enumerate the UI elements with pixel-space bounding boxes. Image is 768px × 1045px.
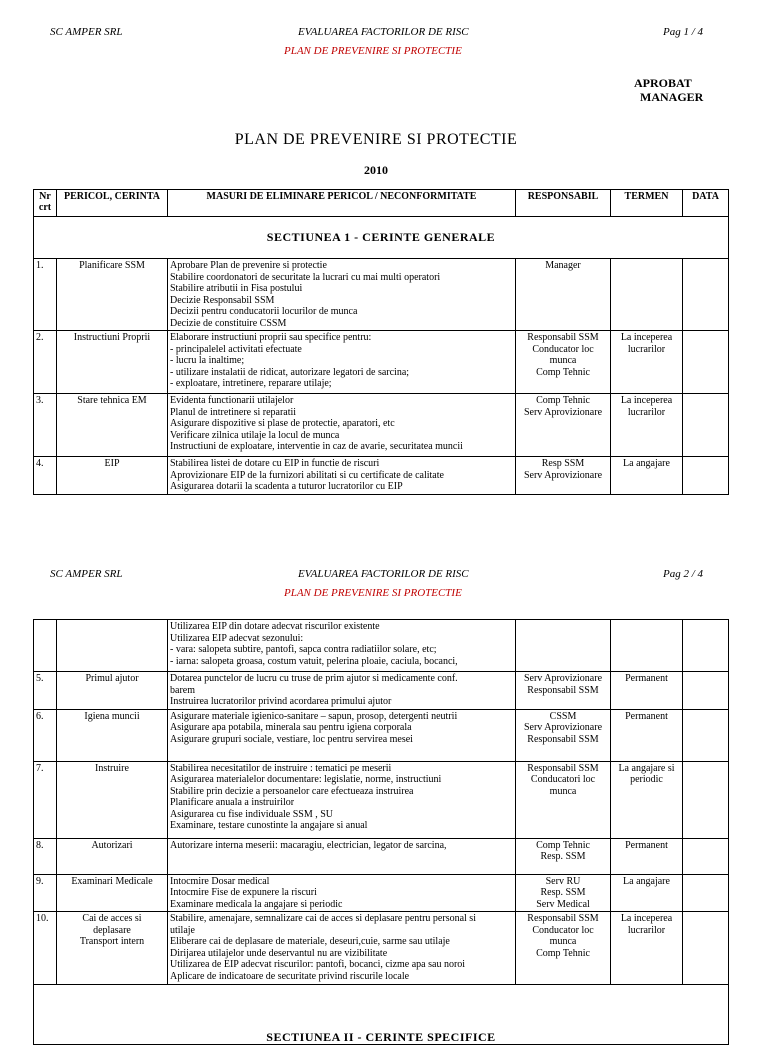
- measure-line: Decizie Responsabil SSM: [170, 294, 275, 306]
- row-number: 6.: [34, 709, 57, 761]
- measure-line: - exploatare, intretinere, reparare utilaje;: [170, 378, 332, 389]
- responsible-line: Serv Aprovizionare: [523, 673, 603, 684]
- responsible-line: munca: [549, 355, 577, 366]
- measure-line: Utilizarea EIP adecvat sezonului:: [170, 632, 304, 644]
- header-title: EVALUAREA FACTORILOR DE RISC: [298, 568, 469, 580]
- header-page-number: Pag 1 / 4: [663, 26, 704, 38]
- measure-line: Examinare medicala la angajare si periodic: [170, 898, 343, 910]
- date-cell: [683, 259, 729, 331]
- deadline-line: La inceperea: [620, 332, 673, 343]
- measure-line: Dotarea punctelor de lucru cu truse de prim ajutor si medicamente conf.: [170, 673, 458, 684]
- measure-line: Asigurare dispozitive si plase de protectie, aparatori, etc: [170, 418, 395, 429]
- hazard-cell: [57, 912, 168, 985]
- hazard-line: EIP: [104, 458, 120, 469]
- date-cell: [683, 838, 729, 874]
- hazard-line: Cai de acces si: [82, 913, 142, 924]
- hazard-cell: [57, 874, 168, 912]
- hazard-line: Igiena muncii: [84, 710, 140, 722]
- measure-line: Asigurare materiale igienico-sanitare – sapun, prosop, detergenti neutrii: [170, 710, 458, 722]
- measure-line: utilaje: [170, 924, 195, 936]
- measure-line: Asigurarea cu fise individuale SSM , SU: [170, 808, 334, 820]
- hazard-cell: [57, 331, 168, 394]
- row-number: 9.: [34, 874, 57, 912]
- measure-line: Asigurarea materialelor documentare: legislatie, norme, instructiuni: [170, 774, 442, 785]
- row-number: 10.: [34, 912, 57, 985]
- measures-cell: [168, 672, 516, 710]
- responsible-cell: [516, 457, 611, 495]
- measure-line: Eliberare cai de deplasare de materiale, deseuri,cuie, sarme sau utilaje: [170, 936, 450, 947]
- deadline-cell: [611, 672, 683, 710]
- measure-line: Stabilire, amenajare, semnalizare cai de acces si deplasare pentru personal si: [170, 913, 476, 924]
- measure-line: Autorizare interna meserii: macaragiu, electrician, legator de sarcina,: [170, 839, 447, 851]
- measure-line: Stabilire coordonatori de securitate la lucrari cu mai multi operatori: [170, 271, 441, 283]
- responsible-line: Serv Medical: [536, 898, 590, 910]
- measure-line: Aprovizionare EIP de la furnizori abilitati si cu certificate de calitate: [170, 469, 444, 481]
- risk-plan-table-page2: [33, 619, 729, 1045]
- measure-line: Stabilirea listei de dotare cu EIP in functie de riscuri: [170, 458, 380, 469]
- measure-line: - principalelel activitati efectuate: [170, 343, 302, 355]
- deadline-cell: [611, 457, 683, 495]
- responsible-cell: [516, 709, 611, 761]
- approval-role: MANAGER: [640, 90, 704, 104]
- measure-line: Examinare, testare cunostinte la angajare si anual: [170, 820, 368, 831]
- responsible-line: Manager: [545, 260, 581, 271]
- responsible-cell: [516, 912, 611, 985]
- hazard-cell: [57, 709, 168, 761]
- measures-cell: [168, 457, 516, 495]
- hazard-line: Stare tehnica EM: [77, 395, 147, 406]
- row-number: 4.: [34, 457, 57, 495]
- deadline-line: La angajare si: [618, 762, 675, 774]
- table-row: [34, 761, 729, 838]
- deadline-cell: [611, 259, 683, 331]
- col-header-measures: MASURI DE ELIMINARE PERICOL / NECONFORMITATE: [168, 190, 516, 217]
- measure-line: Stabilire prin decizie a persoanelor care efectueaza instruirea: [170, 785, 414, 797]
- col-header-date: DATA: [683, 190, 729, 217]
- measures-cell: [168, 709, 516, 761]
- measures-cell: [168, 761, 516, 838]
- row-number: 8.: [34, 838, 57, 874]
- measure-line: Stabilire atributii in Fisa postului: [170, 283, 303, 294]
- responsible-cell: [516, 672, 611, 710]
- measure-line: - vara: salopeta subtire, pantofi, sapca contra radiatiilor solare, etc;: [170, 644, 437, 655]
- responsible-line: Resp. SSM: [540, 887, 586, 898]
- header-title: EVALUAREA FACTORILOR DE RISC: [298, 26, 469, 38]
- hazard-line: Examinari Medicale: [71, 875, 153, 887]
- measure-line: Planul de intretinere si reparatii: [170, 406, 297, 418]
- responsible-line: Comp Tehnic: [536, 395, 590, 406]
- approval-line: APROBAT: [634, 76, 692, 90]
- hazard-line: Planificare SSM: [79, 260, 145, 271]
- measure-line: - lucru la inaltime;: [170, 355, 245, 366]
- hazard-cell: [57, 838, 168, 874]
- table-row: [34, 985, 729, 1045]
- header-page-number: Pag 2 / 4: [663, 568, 704, 580]
- responsible-cell: [516, 259, 611, 331]
- deadline-cell: [611, 838, 683, 874]
- deadline-line: lucrarilor: [627, 924, 666, 936]
- responsible-cell: [516, 838, 611, 874]
- hazard-cell: [57, 620, 168, 672]
- measures-cell: [168, 838, 516, 874]
- date-cell: [683, 672, 729, 710]
- hazard-line: Instruire: [95, 762, 129, 774]
- measure-line: Evidenta functionarii utilajelor: [170, 395, 294, 406]
- measures-cell: [168, 874, 516, 912]
- hazard-cell: [57, 761, 168, 838]
- responsible-line: Conducator loc: [532, 343, 594, 355]
- measure-line: Verificare zilnica utilaje la locul de munca: [170, 429, 340, 441]
- responsible-line: Responsabil SSM: [527, 684, 599, 696]
- date-cell: [683, 457, 729, 495]
- measure-line: Asigurare apa potabila, minerala sau pentru igiena corporala: [170, 722, 412, 733]
- measure-line: Elaborare instructiuni proprii sau specifice pentru:: [170, 332, 372, 343]
- deadline-cell: [611, 761, 683, 838]
- hazard-line: Primul ajutor: [85, 673, 139, 684]
- responsible-line: Serv Aprovizionare: [523, 469, 603, 481]
- responsible-line: Responsabil SSM: [527, 913, 599, 924]
- responsible-line: Serv RU: [545, 875, 581, 887]
- table-row: [34, 331, 729, 394]
- table-row: [34, 620, 729, 672]
- measure-line: Aprobare Plan de prevenire si protectie: [170, 260, 327, 271]
- hazard-line: deplasare: [93, 924, 131, 936]
- responsible-line: Comp Tehnic: [536, 839, 590, 851]
- row-number: 2.: [34, 331, 57, 394]
- deadline-line: La inceperea: [620, 395, 673, 406]
- responsible-line: munca: [549, 785, 577, 797]
- deadline-line: periodic: [630, 774, 663, 785]
- row-number: 3.: [34, 394, 57, 457]
- measure-line: Intocmire Dosar medical: [170, 875, 270, 887]
- deadline-line: Permanent: [625, 710, 668, 722]
- responsible-cell: [516, 874, 611, 912]
- header-company: SC AMPER SRL: [50, 568, 123, 580]
- measure-line: - iarna: salopeta groasa, costum vatuit, pelerina ploaie, caciula, bocanci,: [170, 655, 458, 667]
- responsible-line: Conducatori loc: [530, 774, 596, 785]
- date-cell: [683, 709, 729, 761]
- hazard-line: Autorizari: [91, 839, 133, 851]
- responsible-line: Serv Aprovizionare: [523, 722, 603, 733]
- deadline-line: lucrarilor: [627, 343, 666, 355]
- measure-line: Stabilirea necesitatilor de instruire : tematici pe meserii: [170, 762, 392, 774]
- date-cell: [683, 620, 729, 672]
- document-title: PLAN DE PREVENIRE SI PROTECTIE: [234, 131, 518, 148]
- responsible-line: Responsabil SSM: [527, 762, 599, 774]
- table-row: [34, 838, 729, 874]
- date-cell: [683, 912, 729, 985]
- measure-line: Decizie de constituire CSSM: [170, 317, 287, 329]
- section-heading: SECTIUNEA 1 - CERINTE GENERALE: [34, 217, 729, 259]
- row-number: 5.: [34, 672, 57, 710]
- section-heading: SECTIUNEA II - CERINTE SPECIFICE: [34, 985, 729, 1045]
- deadline-line: lucrarilor: [627, 406, 666, 418]
- deadline-line: Permanent: [625, 673, 668, 684]
- header-subtitle: PLAN DE PREVENIRE SI PROTECTIE: [284, 587, 462, 599]
- deadline-cell: [611, 331, 683, 394]
- deadline-line: La angajare: [623, 458, 670, 469]
- table-row: [34, 259, 729, 331]
- table-row: [34, 457, 729, 495]
- deadline-line: Permanent: [625, 839, 668, 851]
- measures-cell: [168, 394, 516, 457]
- col-header-hazard: PERICOL, CERINTA: [57, 190, 168, 217]
- deadline-cell: [611, 394, 683, 457]
- col-header-responsible: RESPONSABIL: [516, 190, 611, 217]
- responsible-line: Comp Tehnic: [536, 947, 590, 959]
- measure-line: barem: [170, 684, 195, 696]
- responsible-cell: [516, 620, 611, 672]
- responsible-line: Conducator loc: [532, 924, 594, 936]
- responsible-line: CSSM: [549, 710, 577, 722]
- table-row: [34, 672, 729, 710]
- measure-line: Dirijarea utilajelor unde deservantul nu are vizibilitate: [170, 947, 388, 959]
- measure-line: Planificare anuala a instruirilor: [170, 797, 295, 808]
- hazard-line: Transport intern: [79, 936, 145, 947]
- responsible-cell: [516, 394, 611, 457]
- deadline-cell: [611, 709, 683, 761]
- hazard-cell: [57, 672, 168, 710]
- responsible-line: Responsabil SSM: [527, 332, 599, 343]
- hazard-line: Instructiuni Proprii: [73, 332, 151, 343]
- measure-line: - utilizare instalatii de ridicat, autorizare legatori de sarcina;: [170, 366, 410, 378]
- hazard-cell: [57, 394, 168, 457]
- measure-line: Utilizarea EIP din dotare adecvat riscurilor existente: [170, 621, 380, 632]
- date-cell: [683, 394, 729, 457]
- date-cell: [683, 761, 729, 838]
- deadline-line: La angajare: [623, 875, 670, 887]
- document-year: 2010: [364, 163, 388, 177]
- approval-block: [634, 76, 703, 104]
- measure-line: Decizii pentru conducatorii locurilor de munca: [170, 306, 358, 317]
- measures-cell: [168, 620, 516, 672]
- date-cell: [683, 874, 729, 912]
- table-row: [34, 912, 729, 985]
- measure-line: Instruirea lucratorilor privind acordarea primului ajutor: [170, 696, 392, 707]
- responsible-line: Responsabil SSM: [527, 733, 599, 745]
- risk-plan-table-page1: [33, 189, 729, 495]
- deadline-cell: [611, 874, 683, 912]
- deadline-cell: [611, 620, 683, 672]
- row-number: [34, 620, 57, 672]
- measure-line: Aplicare de indicatoare de securitate privind riscurile locale: [170, 970, 410, 982]
- date-cell: [683, 331, 729, 394]
- measures-cell: [168, 259, 516, 331]
- measure-line: Instructiuni de exploatare, interventie in caz de avarie, securitatea muncii: [170, 441, 463, 452]
- col-header-nr: Nr crt: [34, 190, 57, 217]
- deadline-line: La inceperea: [620, 913, 673, 924]
- responsible-line: Resp. SSM: [540, 851, 586, 862]
- row-number: 1.: [34, 259, 57, 331]
- measure-line: Asigurarea dotarii la scadenta a tuturor lucratorilor cu EIP: [170, 481, 403, 492]
- hazard-cell: [57, 457, 168, 495]
- responsible-cell: [516, 331, 611, 394]
- measures-cell: [168, 331, 516, 394]
- responsible-line: Comp Tehnic: [536, 366, 590, 378]
- measures-cell: [168, 912, 516, 985]
- deadline-cell: [611, 912, 683, 985]
- responsible-line: Serv Aprovizionare: [523, 406, 603, 418]
- row-number: 7.: [34, 761, 57, 838]
- measure-line: Utilizarea de EIP adecvat riscurilor: pantofi, bocanci, cizme apa sau noroi: [170, 959, 466, 970]
- measure-line: Asigurare grupuri sociale, vestiare, loc pentru servirea mesei: [170, 733, 413, 745]
- responsible-line: Resp SSM: [541, 458, 585, 469]
- col-header-deadline: TERMEN: [611, 190, 683, 217]
- responsible-line: munca: [549, 936, 577, 947]
- hazard-cell: [57, 259, 168, 331]
- table-row: [34, 709, 729, 761]
- responsible-cell: [516, 761, 611, 838]
- table-row: [34, 874, 729, 912]
- measure-line: Intocmire Fise de expunere la riscuri: [170, 887, 317, 898]
- header-company: SC AMPER SRL: [50, 26, 123, 38]
- header-subtitle: PLAN DE PREVENIRE SI PROTECTIE: [284, 45, 462, 57]
- table-row: [34, 394, 729, 457]
